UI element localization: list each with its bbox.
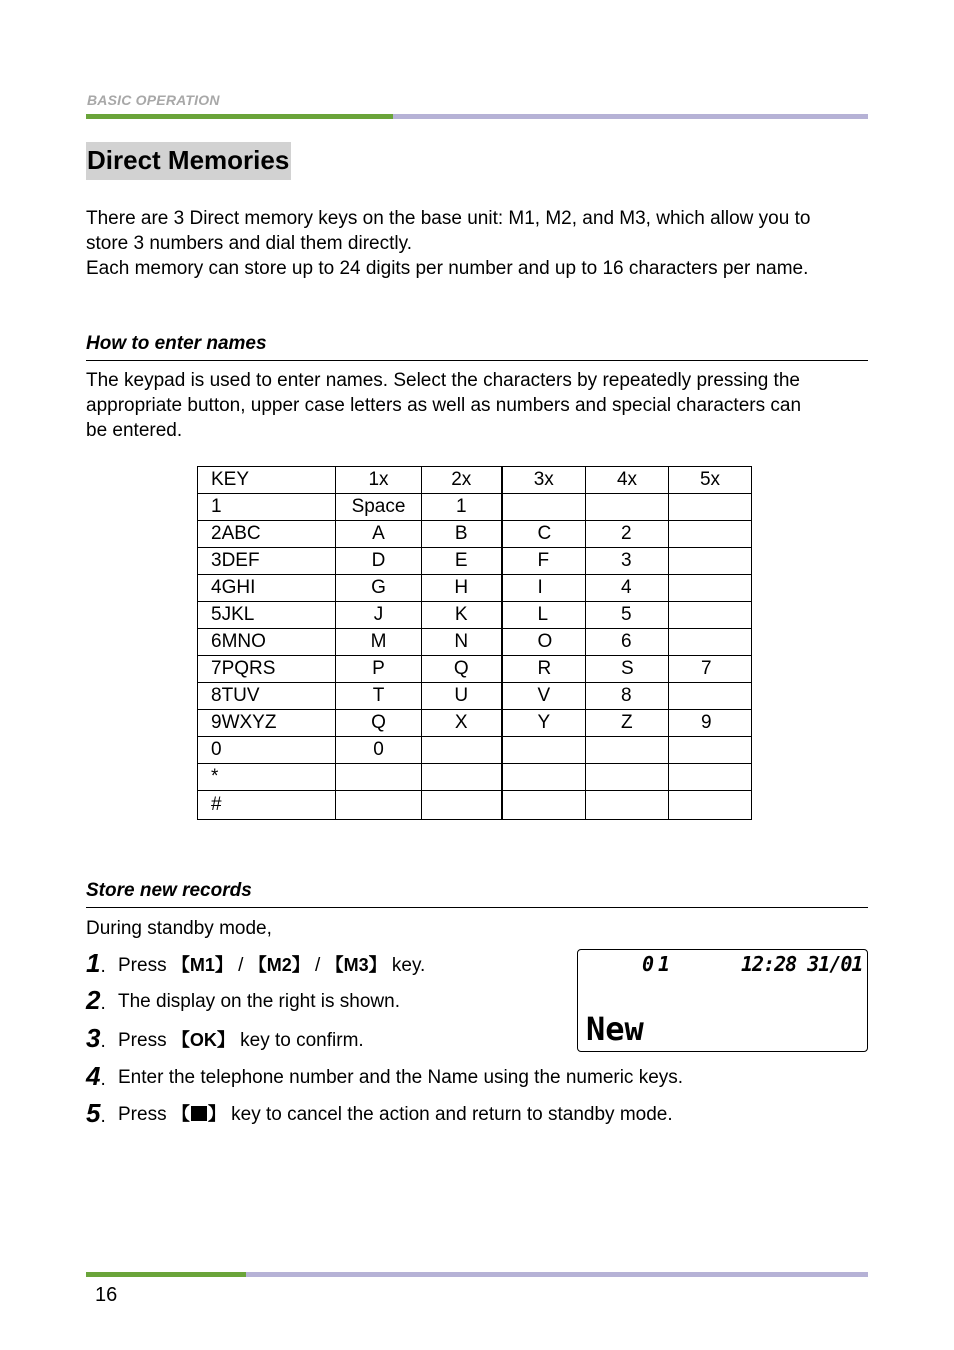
table-row	[198, 548, 752, 575]
footer-rule-lavender	[246, 1272, 868, 1277]
table-header-row	[198, 467, 752, 494]
char-cell: Q	[336, 710, 422, 737]
lcd-index: 01	[642, 952, 675, 976]
intro-line: There are 3 Direct memory keys on the base unit: M1, M2, and M3, which allow you to	[86, 208, 811, 229]
names-line: The keypad is used to enter names. Select the characters by repeatedly pressing the	[86, 370, 800, 391]
char-cell: G	[336, 575, 422, 602]
char-cell: D	[336, 548, 422, 575]
lcd-display	[577, 949, 868, 1052]
key-cell: 2ABC	[198, 521, 336, 548]
key-cell: 8TUV	[198, 683, 336, 710]
char-cell: A	[336, 521, 422, 548]
char-cell: X	[422, 710, 502, 737]
step-number: 2.	[86, 985, 106, 1015]
header-rule-green	[86, 114, 393, 119]
char-cell	[669, 629, 752, 656]
char-cell	[669, 737, 752, 764]
char-cell	[502, 737, 586, 764]
step-text: Press 【M1】 / 【M2】 / 【M3】 key.	[118, 955, 426, 976]
char-cell: U	[422, 683, 502, 710]
char-cell: 2	[586, 521, 669, 548]
char-cell: T	[336, 683, 422, 710]
step-text: Enter the telephone number and the Name using the numeric keys.	[118, 1067, 684, 1088]
table-header-cell: 1x	[336, 467, 422, 494]
m3-key-label: 【M3】	[325, 955, 387, 975]
char-cell: E	[422, 548, 502, 575]
m2-key-label: 【M2】	[248, 955, 310, 975]
char-cell: O	[502, 629, 586, 656]
header-rule-lavender	[393, 114, 868, 119]
char-cell	[336, 764, 422, 791]
char-cell: 9	[669, 710, 752, 737]
char-cell: 6	[586, 629, 669, 656]
page-title: Direct Memories	[86, 142, 291, 180]
char-cell: P	[336, 656, 422, 683]
char-cell	[669, 575, 752, 602]
step-text: Press 【 】 key to cancel the action and return to standby mode.	[118, 1104, 673, 1125]
step-number: 4.	[86, 1061, 106, 1091]
key-cell: *	[198, 764, 336, 791]
char-cell: B	[422, 521, 502, 548]
char-cell: 4	[586, 575, 669, 602]
key-cell: 3DEF	[198, 548, 336, 575]
page-number: 16	[95, 1284, 118, 1306]
char-cell	[422, 791, 502, 820]
char-cell: Z	[586, 710, 669, 737]
char-cell: 3	[586, 548, 669, 575]
char-cell: Q	[422, 656, 502, 683]
lcd-datetime: 12:28 31/01	[741, 952, 863, 976]
char-cell: I	[502, 575, 586, 602]
char-cell	[502, 494, 586, 521]
table-row	[198, 575, 752, 602]
char-cell: L	[502, 602, 586, 629]
char-cell	[669, 494, 752, 521]
char-cell: 5	[586, 602, 669, 629]
char-cell: 7	[669, 656, 752, 683]
char-cell	[669, 764, 752, 791]
intro-paragraph	[86, 206, 876, 281]
table-header-cell: KEY	[198, 467, 336, 494]
step-number: 5.	[86, 1098, 106, 1128]
key-cell: 9WXYZ	[198, 710, 336, 737]
table-row	[198, 494, 752, 521]
key-cell: 1	[198, 494, 336, 521]
table-row	[198, 683, 752, 710]
names-paragraph	[86, 368, 876, 443]
table-header-cell: 5x	[669, 467, 752, 494]
char-cell	[669, 521, 752, 548]
table-row	[198, 764, 752, 791]
char-cell: C	[502, 521, 586, 548]
step-text: The display on the right is shown.	[118, 991, 400, 1012]
char-cell: S	[586, 656, 669, 683]
char-cell: Space	[336, 494, 422, 521]
char-cell	[669, 602, 752, 629]
table-row	[198, 737, 752, 764]
table-header-cell: 3x	[502, 467, 586, 494]
table-row	[198, 629, 752, 656]
names-heading: How to enter names	[86, 332, 868, 361]
key-cell: #	[198, 791, 336, 820]
char-cell: M	[336, 629, 422, 656]
char-cell	[422, 764, 502, 791]
key-table	[197, 466, 752, 820]
lcd-main-text: New	[586, 1010, 644, 1048]
step-number: 1.	[86, 948, 106, 978]
m1-key-label: 【M1】	[171, 955, 233, 975]
footer-rule-green	[86, 1272, 246, 1277]
section-label: BASIC OPERATION	[87, 92, 220, 108]
intro-line: Each memory can store up to 24 digits per number and up to 16 characters per name.	[86, 258, 809, 279]
store-intro: During standby mode,	[86, 918, 272, 939]
char-cell: N	[422, 629, 502, 656]
char-cell: R	[502, 656, 586, 683]
char-cell	[669, 791, 752, 820]
char-cell: F	[502, 548, 586, 575]
char-cell	[669, 548, 752, 575]
char-cell	[502, 791, 586, 820]
key-cell: 0	[198, 737, 336, 764]
char-cell: 0	[336, 737, 422, 764]
table-row	[198, 791, 752, 820]
table-header-cell: 2x	[422, 467, 502, 494]
key-cell: 7PQRS	[198, 656, 336, 683]
intro-line: store 3 numbers and dial them directly.	[86, 233, 412, 254]
char-cell	[586, 764, 669, 791]
names-line: appropriate button, upper case letters as well as numbers and special characters can	[86, 395, 802, 416]
char-cell	[422, 737, 502, 764]
key-cell: 4GHI	[198, 575, 336, 602]
step-number: 3.	[86, 1023, 106, 1053]
table-row	[198, 602, 752, 629]
char-cell	[669, 683, 752, 710]
char-cell	[336, 791, 422, 820]
char-cell	[586, 494, 669, 521]
char-cell	[586, 737, 669, 764]
names-line: be entered.	[86, 420, 183, 441]
char-cell: J	[336, 602, 422, 629]
key-cell: 5JKL	[198, 602, 336, 629]
table-row	[198, 710, 752, 737]
char-cell	[586, 791, 669, 820]
char-cell: Y	[502, 710, 586, 737]
stop-square-icon	[191, 1106, 207, 1121]
char-cell: 1	[422, 494, 502, 521]
step-text: Press 【OK】 key to confirm.	[118, 1030, 364, 1051]
char-cell	[502, 764, 586, 791]
table-header-cell: 4x	[586, 467, 669, 494]
store-heading: Store new records	[86, 879, 868, 908]
char-cell: 8	[586, 683, 669, 710]
char-cell: K	[422, 602, 502, 629]
char-cell: V	[502, 683, 586, 710]
table-row	[198, 656, 752, 683]
table-row	[198, 521, 752, 548]
ok-key-label: 【OK】	[171, 1030, 235, 1050]
key-cell: 6MNO	[198, 629, 336, 656]
char-cell: H	[422, 575, 502, 602]
